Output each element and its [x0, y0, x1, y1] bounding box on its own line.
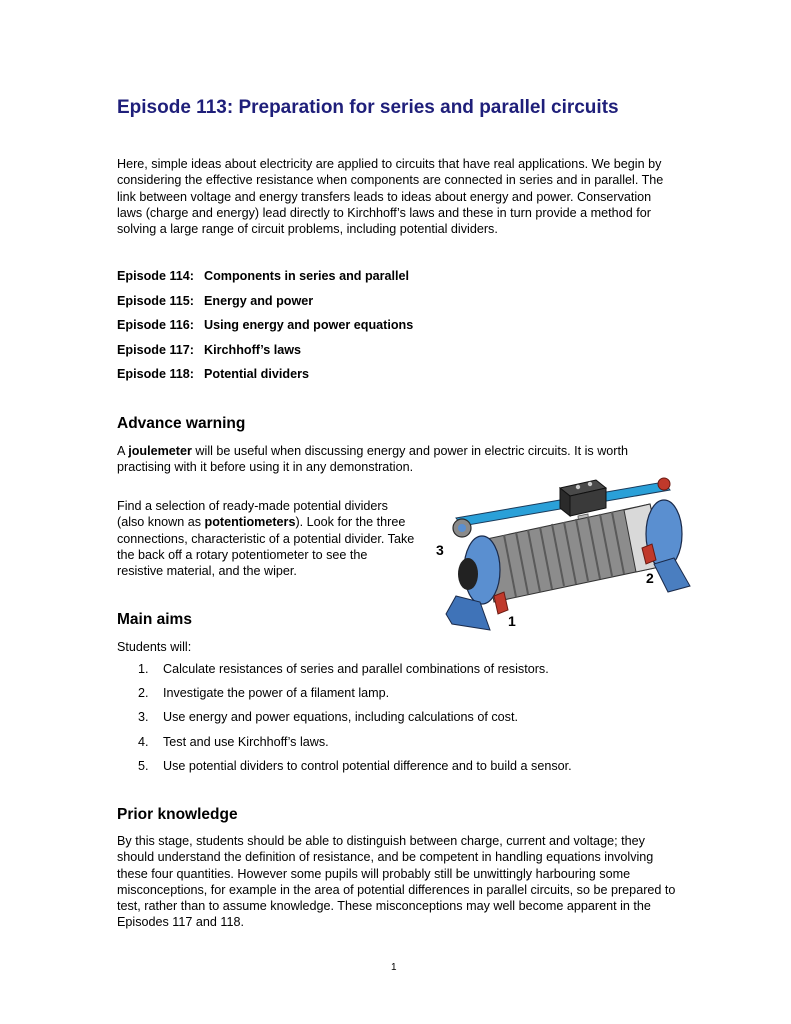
episode-list: [117, 268, 413, 391]
aims-list: [138, 661, 572, 782]
item-text: Calculate resistances of series and parallel combinations of resistors.: [163, 662, 549, 676]
item-number: 3.: [138, 710, 149, 725]
item-text: Test and use Kirchhoff’s laws.: [163, 734, 329, 749]
rheostat-icon: [428, 468, 696, 636]
text-span: will be useful when discussing energy and power in electric circuits. It is worth practising with it before using it in any demonstration.: [117, 444, 628, 475]
item-text: Investigate the power of a filament lamp.: [163, 686, 390, 701]
text-span: ). Look for the three connections, characteristic of a potential divider. Take the back off a rotary potentiometer to see the resistive material, and the wiper.: [117, 515, 415, 579]
text-span: Find a selection of ready-made potential dividers (also known as: [117, 499, 388, 530]
prior-knowledge-paragraph: By this stage, students should be able to distinguish between charge, current and voltage; they should understand the definition of resistance, and be competent in handling equations involving these four quantities. However some pupils will probably still be unwittingly harbouring some misconceptions, for example in the area of potential differences in parallel circuits, so be prepared to test, rather than to assume knowledge. These misconceptions may well become apparent in the Episodes 117 and 118.: [117, 834, 676, 930]
item-number: 5.: [138, 758, 149, 773]
episode-title: Energy and power: [204, 293, 314, 308]
text-span: A: [117, 444, 129, 458]
episode-title: Components in series and parallel: [204, 269, 410, 283]
item-number: 2.: [138, 686, 149, 701]
list-item: [138, 661, 572, 685]
students-will-text: Students will:: [117, 640, 192, 654]
episode-title: Potential dividers: [204, 367, 309, 382]
prior-knowledge-heading: Prior knowledge: [117, 806, 238, 823]
list-item: [138, 685, 572, 709]
episode-title: Using energy and power equations: [204, 318, 414, 333]
episode-number: Episode 116:: [117, 318, 194, 333]
episode-number: Episode 118:: [117, 367, 194, 382]
list-item: [117, 366, 413, 391]
episode-title: Kirchhoff’s laws: [204, 342, 302, 357]
bold-term: potentiometers: [204, 515, 296, 530]
item-text: Use energy and power equations, including calculations of cost.: [163, 710, 518, 725]
rheostat-illustration: [428, 468, 696, 636]
list-item: [138, 758, 572, 782]
list-item: [117, 342, 413, 367]
list-item: [117, 268, 413, 293]
item-text: Use potential dividers to control potential difference and to build a sensor.: [163, 758, 572, 773]
episode-number: Episode 114:: [117, 269, 194, 283]
list-item: [117, 317, 413, 342]
item-number: 4.: [138, 734, 149, 749]
list-item: [138, 709, 572, 733]
main-aims-heading: Main aims: [117, 611, 192, 628]
page-title: Episode 113: Preparation for series and parallel circuits: [117, 97, 619, 118]
episode-number: Episode 117:: [117, 342, 194, 357]
intro-paragraph: Here, simple ideas about electricity are applied to circuits that have real applications. We begin by considering the effective resistance when components are connected in series and in parallel. The link between voltage and energy transfers leads to ideas about energy and power. Conservation laws (charge and energy) lead directly to Kirchhoff’s laws and these in turn provide a method for solving a large range of circuit problems, including potential dividers.: [117, 157, 664, 237]
terminal-label-3: 3: [436, 542, 444, 558]
advance-warning-heading: Advance warning: [117, 415, 246, 432]
item-number: 1.: [138, 662, 149, 676]
page-number: 1: [391, 962, 397, 973]
list-item: [138, 734, 572, 758]
terminal-label-2: 2: [646, 570, 654, 586]
terminal-label-1: 1: [508, 613, 516, 629]
bold-term: joulemeter: [128, 444, 192, 458]
potentiometer-paragraph: [117, 498, 417, 579]
list-item: [117, 293, 413, 318]
episode-number: Episode 115:: [117, 293, 194, 308]
